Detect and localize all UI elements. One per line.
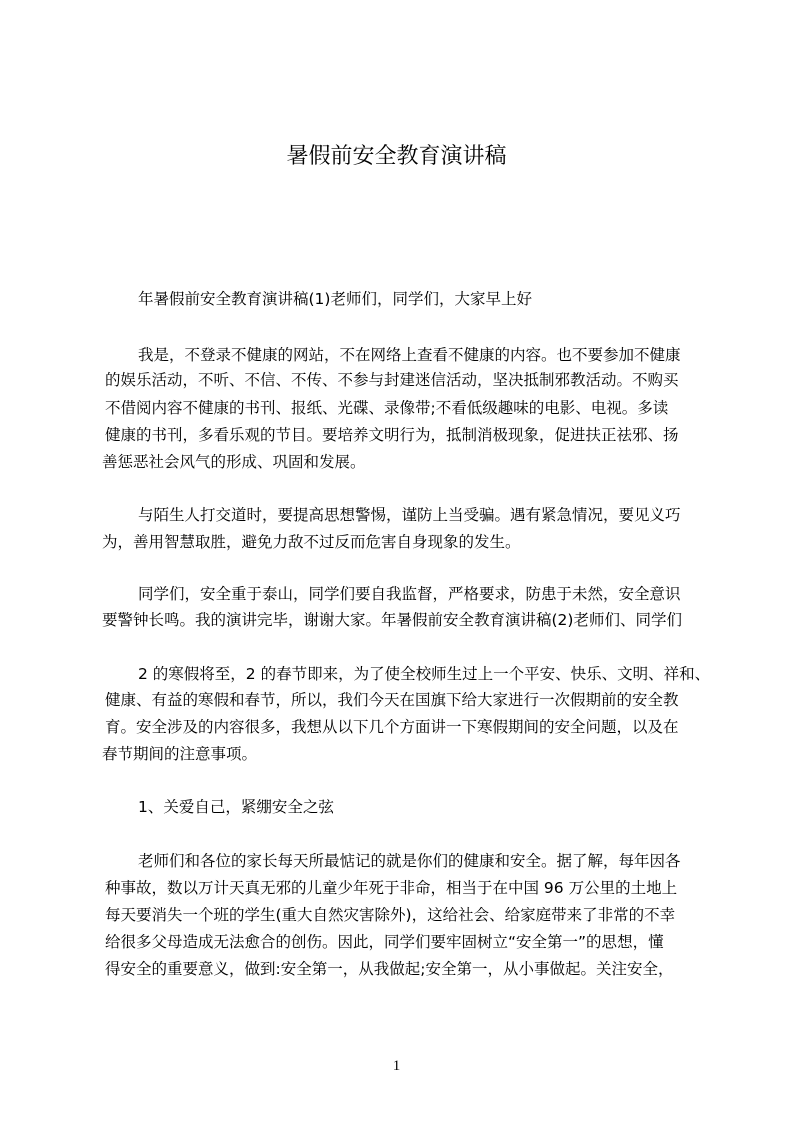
- text-line: 同学们，安全重于泰山，同学们要自我监督，严格要求，防患于未然，安全意识: [138, 585, 681, 603]
- document-title: 暑假前安全教育演讲稿: [286, 144, 507, 169]
- text-line: 善惩恶社会风气的形成、巩固和发展。: [102, 453, 366, 471]
- text-line: 育。安全涉及的内容很多，我想从以下几个方面讲一下寒假期间的安全问题，以及在: [105, 718, 679, 736]
- text-line: 要警钟长鸣。我的演讲完毕，谢谢大家。年暑假前安全教育演讲稿(2)老师们、同学们: [102, 611, 682, 629]
- page-number: 1: [392, 1058, 401, 1074]
- text-line: 2 的寒假将至，2 的春节即来，为了使全校师生过上一个平安、快乐、文明、祥和、: [138, 665, 711, 683]
- text-line: 我是，不登录不健康的网站，不在网络上查看不健康的内容。也不要参加不健康: [138, 346, 681, 364]
- text-line: 种事故，数以万计天真无邪的儿童少年死于非命，相当于在中国 96 万公里的土地上: [105, 879, 678, 897]
- text-line: 为，善用智慧取胜，避免力敌不过反而危害自身现象的发生。: [102, 533, 521, 551]
- text-line: 得安全的重要意义，做到:安全第一，从我做起;安全第一，从小事做起。关注安全，: [105, 960, 674, 978]
- text-line: 与陌生人打交道时，要提高思想警惕，谨防上当受骗。遇有紧急情况，要见义巧: [138, 506, 681, 524]
- text-line: 健康、有益的寒假和春节，所以，我们今天在国旗下给大家进行一次假期前的安全教: [105, 691, 679, 709]
- text-line: 老师们和各位的家长每天所最惦记的就是你们的健康和安全。据了解，每年因各: [138, 852, 681, 870]
- text-line: 健康的书刊，多看乐观的节目。要培养文明行为，抵制消极现象，促进扶正祛邪、扬: [105, 426, 679, 444]
- text-line: 年暑假前安全教育演讲稿(1)老师们，同学们，大家早上好: [138, 290, 532, 308]
- text-line: 1、关爱自己，紧绷安全之弦: [138, 798, 334, 816]
- text-line: 每天要消失一个班的学生(重大自然灾害除外)，这给社会、给家庭带来了非常的不幸: [105, 906, 676, 924]
- text-line: 春节期间的注意事项。: [102, 745, 258, 763]
- text-line: 的娱乐活动，不听、不信、不传、不参与封建迷信活动，坚决抵制邪教活动。不购买: [105, 371, 679, 389]
- text-line: 不借阅内容不健康的书刊、报纸、光碟、录像带;不看低级趣味的电影、电视。多读: [105, 399, 669, 417]
- text-line: 给很多父母造成无法愈合的创伤。因此，同学们要牢固树立“安全第一”的思想，懂: [105, 933, 664, 951]
